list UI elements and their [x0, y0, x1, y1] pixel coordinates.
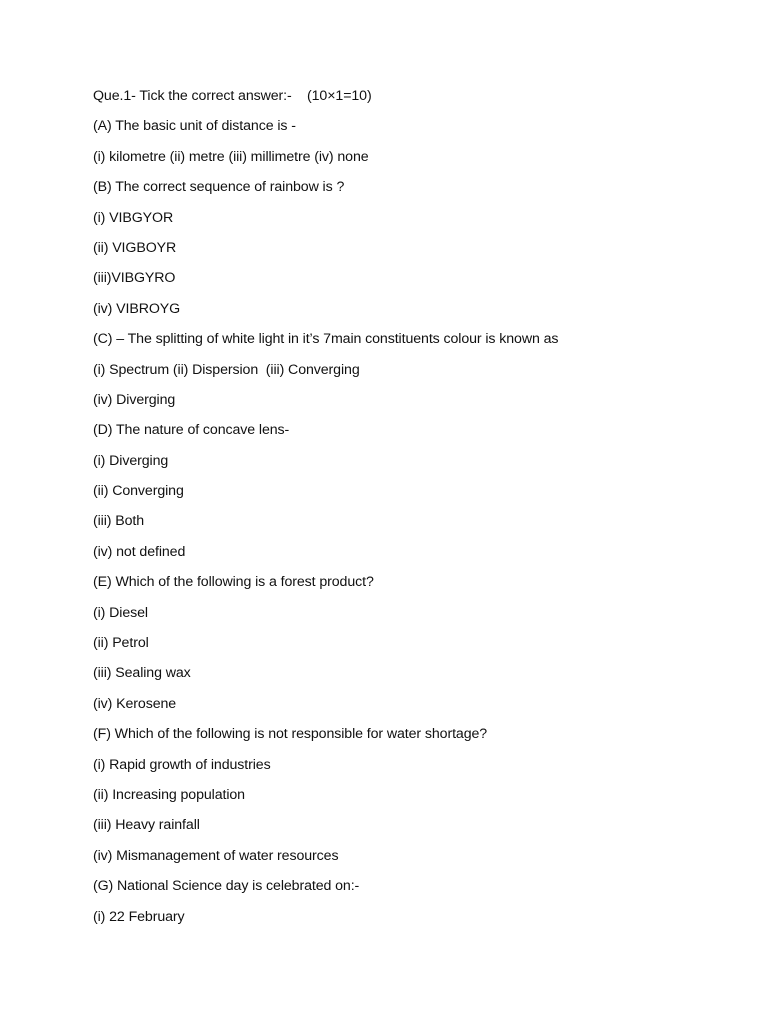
question-e-option-3: (iii) Sealing wax: [93, 665, 191, 682]
question-g-option-1: (i) 22 February: [93, 908, 185, 925]
question-b-option-4: (iv) VIBROYG: [93, 300, 181, 317]
question-f-option-2: (ii) Increasing population: [93, 786, 245, 803]
question-f-option-1: (i) Rapid growth of industries: [93, 756, 271, 773]
question-a-options: (i) kilometre (ii) metre (iii) millimetre (iv) none: [93, 148, 369, 165]
question-list: [93, 86, 733, 937]
question-heading: Que.1- Tick the correct answer:- (10×1=10): [93, 88, 372, 104]
question-b-option-2: (ii) VIGBOYR: [93, 239, 177, 256]
question-c: (C) – The splitting of white light in it’s 7main constituents colour is known as: [93, 331, 559, 348]
question-d: (D) The nature of concave lens-: [93, 422, 290, 439]
question-b-option-1: (i) VIBGYOR: [93, 209, 174, 226]
question-f: (F) Which of the following is not responsible for water shortage?: [93, 726, 488, 743]
question-b-option-3: (iii)VIBGYRO: [93, 270, 176, 287]
question-e-option-1: (i) Diesel: [93, 604, 148, 621]
question-d-option-4: (iv) not defined: [93, 543, 186, 560]
question-e-option-2: (ii) Petrol: [93, 635, 149, 652]
question-c-option-4: (iv) Diverging: [93, 391, 176, 408]
question-g: (G) National Science day is celebrated on:-: [93, 878, 360, 895]
question-a: (A) The basic unit of distance is -: [93, 118, 296, 135]
question-f-option-4: (iv) Mismanagement of water resources: [93, 847, 339, 864]
question-b: (B) The correct sequence of rainbow is ?: [93, 179, 345, 196]
question-d-option-2: (ii) Converging: [93, 483, 184, 500]
question-f-option-3: (iii) Heavy rainfall: [93, 817, 200, 834]
question-d-option-3: (iii) Both: [93, 513, 145, 530]
question-d-option-1: (i) Diverging: [93, 452, 169, 469]
question-c-options: (i) Spectrum (ii) Dispersion (iii) Converging: [93, 361, 360, 378]
question-e: (E) Which of the following is a forest product?: [93, 574, 374, 591]
question-e-option-4: (iv) Kerosene: [93, 695, 177, 712]
